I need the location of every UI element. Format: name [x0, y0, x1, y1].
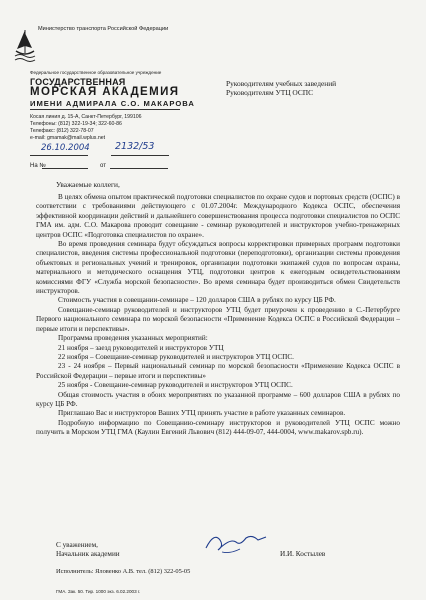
- body-paragraph: Общая стоимость участия в обоих мероприятиях по указанной программе – 600 долларов США в рублях по курсу ЦБ РФ.: [36, 390, 400, 408]
- program-item: 22 ноября – Совещание-семинар руководителей и инструкторов УТЦ ОСПС.: [58, 352, 294, 361]
- ref-na-label: На №: [30, 163, 46, 169]
- letter-body: [36, 193, 400, 438]
- body-paragraph: Подробную информацию по Совещанию-семинару инструкторов и руководителей УТЦ ОСПС можно получить в Морском УТЦ ГМА (Каулин Евгений Львович (812) 444-09-07, 444-0004, www.makarov.spb.ru).: [36, 418, 400, 437]
- recipient-line2: Руководителям УТЦ ОСПС: [226, 88, 314, 97]
- program-item: 25 ноября - Совещание-семинар руководителей и инструкторов УТЦ ОСПС.: [58, 381, 293, 390]
- outgoing-number: 2132/53: [115, 141, 155, 152]
- ref-ot-label: от: [100, 163, 106, 169]
- body-paragraph: Стоимость участия в совещании-семинаре – 120 долларов США в рублях по курсу ЦБ РФ.: [58, 296, 336, 305]
- body-paragraph: Приглашаю Вас и инструкторов Ваших УТЦ принять участие в работе указанных семинаров.: [58, 409, 346, 418]
- letterhead-divider: [30, 109, 180, 110]
- handwritten-signature: [200, 528, 270, 556]
- phones: Телефоны: (812) 322-19-34; 322-60-86: [30, 121, 122, 127]
- ref-ot-line: [110, 168, 168, 169]
- signer-name: И.И. Костылев: [280, 550, 326, 558]
- academy-name-line1: ГОСУДАРСТВЕННАЯ: [30, 77, 126, 87]
- program-item: 23 - 24 ноября – Первый национальный семинар по морской безопасности «Применение Кодекса ОСПС в Российской Федерации – первые итоги и перспективы»: [36, 362, 400, 380]
- body-paragraph: В целях обмена опытом практической подготовки специалистов по охране судов и портовых средств (ОСПС) в соответствии с требованиями действующего с 01.07.2004г. Международного Кодекса ОСПС, обеспечения эффективной координации действий и дальнейшего совершенствования процесса подготовки специалистов по ОСПС ГМА им. адм. С.О. Макарова проводит совещание - семинар руководителей и инструкторов учебно-тренажерных центров ОСПС «Подготовка специалистов по охране».: [36, 193, 400, 239]
- signer-title: Начальник академии: [56, 550, 120, 559]
- print-footer: ГМА. Зак. 50. Тир. 1000 экз. 6.02.2003 г.: [56, 589, 141, 594]
- closing-respect: С уважением,: [56, 541, 98, 549]
- body-paragraph: Во время проведения семинара будут обсуждаться вопросы корректировки примерных программ подготовки специалистов, введения системы профессиональной подготовки (переподготовки), организации системы проведения объектовых и региональных учений и тренировок, организации подготовки экипажей судов по вопросам охраны, материального и методического оснащения УТЦ, подготовки центров к ежегодным освидетельствованиям комиссиями ФГУ «Служба морской безопасности». Во время семинара будет производиться обмен Свидетельств инструкторов.: [36, 240, 400, 296]
- executor-contact: Исполнитель: Яловенко А.В. тел. (812) 322-05-05: [56, 568, 191, 575]
- ref-na-line: [42, 168, 88, 169]
- closing-block: [56, 541, 120, 560]
- academy-name-line2: МОРСКАЯ АКАДЕМИЯ: [30, 86, 180, 98]
- body-paragraph: Программа проведения указанных мероприятий:: [58, 334, 208, 343]
- ministry-name: Министерство транспорта Российской Федерации: [38, 26, 169, 32]
- outgoing-date: 26.10.2004: [41, 143, 90, 153]
- program-item: 21 ноября – заезд руководителей и инструкторов УТЦ: [58, 343, 224, 352]
- recipient-line1: Руководителям учебных заведений: [226, 79, 337, 88]
- fax: Телефакс: (812) 322-78-07: [30, 128, 94, 134]
- body-paragraph: Совещание-семинар руководителей и инструкторов УТЦ будет приурочен к проведению в С.-Петербурге Первого национального семинара по морской безопасности «Применение Кодекса ОСПС в Российской Федерации – первые итоги и перспективы».: [36, 305, 400, 333]
- institution-type: Федеральное государственное образовательное учреждение: [30, 70, 162, 75]
- email: e-mail: gmamak@mail.wplus.net: [30, 135, 106, 141]
- greeting: Уважаемые коллеги,: [56, 180, 120, 189]
- address: Косая линия д. 15-А, Санкт-Петербург, 199106: [30, 114, 142, 120]
- academy-name-line3: ИМЕНИ АДМИРАЛА С.О. МАКАРОВА: [30, 99, 195, 108]
- academy-logo: [14, 29, 36, 63]
